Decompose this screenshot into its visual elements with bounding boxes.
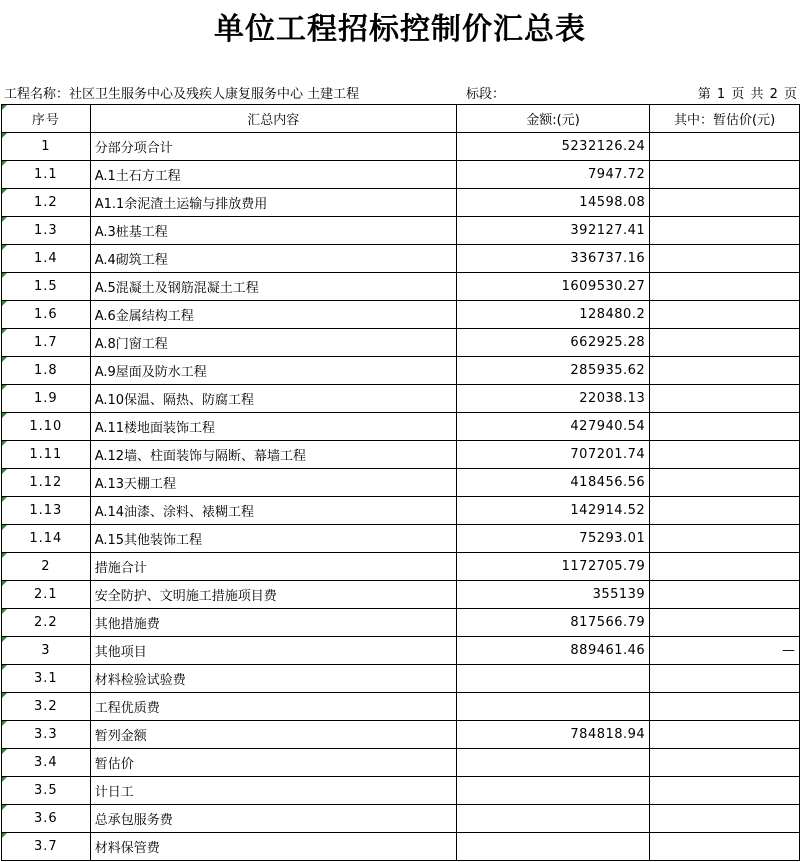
row-content-cell: 安全防护、文明施工措施项目费	[90, 581, 456, 609]
row-number-cell: 2.2	[2, 609, 91, 637]
row-content-cell: 计日工	[90, 777, 456, 805]
row-estimate-cell	[650, 497, 800, 525]
row-amount-cell: 1609530.27	[456, 273, 649, 301]
row-content-cell: 材料检验试验费	[90, 665, 456, 693]
row-estimate-cell	[650, 553, 800, 581]
summary-table	[1, 104, 800, 861]
row-estimate-cell	[650, 525, 800, 553]
row-content-cell: 措施合计	[90, 553, 456, 581]
row-number-cell: 3.7	[2, 833, 91, 861]
row-amount-cell: 427940.54	[456, 413, 649, 441]
row-amount-cell: 392127.41	[456, 217, 649, 245]
row-content-cell: A.8门窗工程	[90, 329, 456, 357]
table-row	[2, 413, 800, 441]
row-content-cell: A.1土石方工程	[90, 161, 456, 189]
table-row	[2, 525, 800, 553]
row-estimate-cell	[650, 833, 800, 861]
row-amount-cell: 889461.46	[456, 637, 649, 665]
row-estimate-cell	[650, 665, 800, 693]
table-row	[2, 553, 800, 581]
row-estimate-cell	[650, 357, 800, 385]
row-content-cell: A.5混凝土及钢筋混凝土工程	[90, 273, 456, 301]
row-amount-cell	[456, 805, 649, 833]
row-estimate-cell	[650, 385, 800, 413]
row-number-cell: 1.8	[2, 357, 91, 385]
row-number-cell: 1.13	[2, 497, 91, 525]
row-estimate-cell	[650, 721, 800, 749]
row-amount-cell	[456, 693, 649, 721]
row-amount-cell: 7947.72	[456, 161, 649, 189]
column-header-no: 序号	[2, 105, 91, 133]
row-estimate-cell	[650, 469, 800, 497]
row-number-cell: 3.4	[2, 749, 91, 777]
row-estimate-cell	[650, 413, 800, 441]
table-row	[2, 217, 800, 245]
row-number-cell: 1.14	[2, 525, 91, 553]
row-estimate-cell	[650, 693, 800, 721]
row-number-cell: 1.1	[2, 161, 91, 189]
table-row	[2, 329, 800, 357]
table-row	[2, 637, 800, 665]
row-content-cell: A.6金属结构工程	[90, 301, 456, 329]
table-row	[2, 441, 800, 469]
row-estimate-cell	[650, 217, 800, 245]
row-number-cell: 2	[2, 553, 91, 581]
row-amount-cell: 355139	[456, 581, 649, 609]
column-header-content: 汇总内容	[90, 105, 456, 133]
row-number-cell: 1.9	[2, 385, 91, 413]
row-amount-cell	[456, 665, 649, 693]
row-amount-cell: 662925.28	[456, 329, 649, 357]
row-estimate-cell	[650, 245, 800, 273]
table-row	[2, 665, 800, 693]
row-number-cell: 1.6	[2, 301, 91, 329]
row-number-cell: 3.5	[2, 777, 91, 805]
row-content-cell: 分部分项合计	[90, 133, 456, 161]
row-content-cell: A.14油漆、涂料、裱糊工程	[90, 497, 456, 525]
row-amount-cell: 817566.79	[456, 609, 649, 637]
row-amount-cell: 1172705.79	[456, 553, 649, 581]
table-row	[2, 609, 800, 637]
row-number-cell: 1.12	[2, 469, 91, 497]
row-estimate-cell	[650, 805, 800, 833]
row-amount-cell: 128480.2	[456, 301, 649, 329]
table-row	[2, 721, 800, 749]
row-estimate-cell	[650, 273, 800, 301]
row-content-cell: 其他措施费	[90, 609, 456, 637]
row-number-cell: 2.1	[2, 581, 91, 609]
row-content-cell: A.9屋面及防水工程	[90, 357, 456, 385]
row-amount-cell	[456, 777, 649, 805]
column-header-amount: 金额:(元)	[456, 105, 649, 133]
row-content-cell: 工程优质费	[90, 693, 456, 721]
table-row	[2, 133, 800, 161]
table-row	[2, 805, 800, 833]
page-indicator: 第 1 页 共 2 页	[697, 87, 798, 102]
row-estimate-cell	[650, 161, 800, 189]
row-estimate-cell	[650, 609, 800, 637]
table-header-row	[2, 105, 800, 133]
row-number-cell: 1.7	[2, 329, 91, 357]
table-row	[2, 497, 800, 525]
row-number-cell: 1.4	[2, 245, 91, 273]
table-row	[2, 301, 800, 329]
row-number-cell: 3.3	[2, 721, 91, 749]
row-content-cell: 总承包服务费	[90, 805, 456, 833]
row-number-cell: 3.6	[2, 805, 91, 833]
page-title: 单位工程招标控制价汇总表	[214, 12, 586, 47]
row-number-cell: 3.1	[2, 665, 91, 693]
row-amount-cell	[456, 833, 649, 861]
row-amount-cell: 75293.01	[456, 525, 649, 553]
column-header-estimate: 其中：暂估价(元)	[650, 105, 800, 133]
table-row	[2, 357, 800, 385]
row-number-cell: 1	[2, 133, 91, 161]
table-row	[2, 469, 800, 497]
project-info-bar	[0, 86, 800, 104]
table-row	[2, 385, 800, 413]
project-name: 工程名称：社区卫生服务中心及残疾人康复服务中心 土建工程	[4, 87, 360, 102]
row-estimate-cell	[650, 133, 800, 161]
row-number-cell: 1.3	[2, 217, 91, 245]
table-row	[2, 581, 800, 609]
table-row	[2, 749, 800, 777]
row-number-cell: 1.2	[2, 189, 91, 217]
row-content-cell: A.4砌筑工程	[90, 245, 456, 273]
row-amount-cell: 22038.13	[456, 385, 649, 413]
row-estimate-cell	[650, 301, 800, 329]
row-amount-cell: 142914.52	[456, 497, 649, 525]
table-row	[2, 693, 800, 721]
row-content-cell: 暂估价	[90, 749, 456, 777]
row-number-cell: 3	[2, 637, 91, 665]
row-estimate-cell	[650, 441, 800, 469]
table-row	[2, 833, 800, 861]
table-row	[2, 161, 800, 189]
table-row	[2, 245, 800, 273]
row-estimate-cell	[650, 777, 800, 805]
row-amount-cell: 707201.74	[456, 441, 649, 469]
row-estimate-cell	[650, 189, 800, 217]
row-content-cell: A.13天棚工程	[90, 469, 456, 497]
row-estimate-cell	[650, 329, 800, 357]
row-amount-cell	[456, 749, 649, 777]
table-row	[2, 273, 800, 301]
row-content-cell: 其他项目	[90, 637, 456, 665]
table-row	[2, 189, 800, 217]
row-amount-cell: 336737.16	[456, 245, 649, 273]
row-content-cell: A.15其他装饰工程	[90, 525, 456, 553]
section-label: 标段：	[466, 87, 506, 102]
row-content-cell: 暂列金额	[90, 721, 456, 749]
row-amount-cell: 14598.08	[456, 189, 649, 217]
row-amount-cell: 784818.94	[456, 721, 649, 749]
row-content-cell: 材料保管费	[90, 833, 456, 861]
row-content-cell: A.3桩基工程	[90, 217, 456, 245]
row-amount-cell: 5232126.24	[456, 133, 649, 161]
row-estimate-cell: —	[650, 637, 800, 665]
row-estimate-cell	[650, 581, 800, 609]
row-content-cell: A1.1余泥渣土运输与排放费用	[90, 189, 456, 217]
row-number-cell: 1.5	[2, 273, 91, 301]
row-number-cell: 1.11	[2, 441, 91, 469]
row-amount-cell: 418456.56	[456, 469, 649, 497]
row-content-cell: A.11楼地面装饰工程	[90, 413, 456, 441]
row-content-cell: A.12墙、柱面装饰与隔断、幕墙工程	[90, 441, 456, 469]
row-number-cell: 3.2	[2, 693, 91, 721]
row-estimate-cell	[650, 749, 800, 777]
table-row	[2, 777, 800, 805]
row-content-cell: A.10保温、隔热、防腐工程	[90, 385, 456, 413]
row-number-cell: 1.10	[2, 413, 91, 441]
row-amount-cell: 285935.62	[456, 357, 649, 385]
summary-table-body	[2, 105, 800, 861]
